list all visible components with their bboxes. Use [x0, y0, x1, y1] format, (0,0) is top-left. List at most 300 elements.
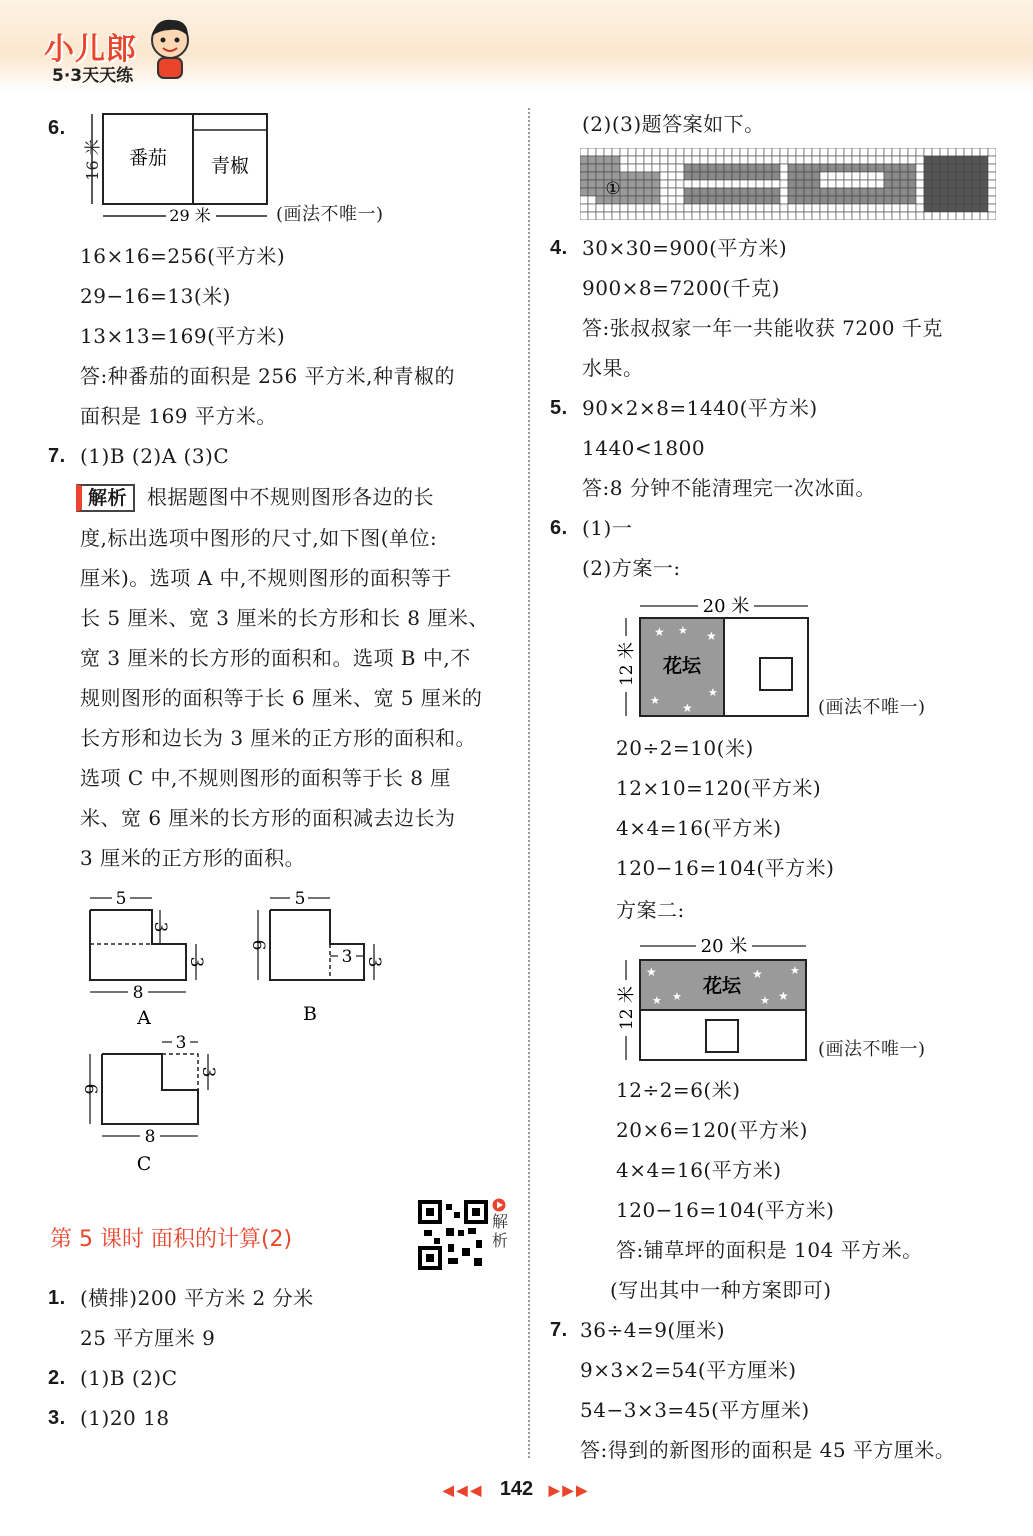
grid-cell	[980, 196, 988, 204]
grid-cell	[812, 204, 820, 212]
grid-cell	[860, 148, 868, 156]
grid-cell	[844, 148, 852, 156]
grid-cell	[804, 180, 812, 188]
grid-cell	[868, 180, 876, 188]
grid-cell	[692, 164, 700, 172]
svg-text:★: ★	[678, 624, 688, 637]
grid-cell	[796, 204, 804, 212]
grid-cell	[828, 204, 836, 212]
grid-cell	[716, 188, 724, 196]
grid-cell	[652, 148, 660, 156]
grid-cell	[764, 212, 772, 220]
r-q5-line-2: 1440<1800	[582, 436, 706, 460]
grid-cell	[708, 196, 716, 204]
q6-number: 6.	[48, 117, 66, 139]
plan1-height: 12 米	[617, 641, 637, 687]
q6-figure	[78, 108, 278, 228]
grid-cell	[684, 196, 692, 204]
grid-cell	[652, 196, 660, 204]
grid-cell	[620, 188, 628, 196]
grid-cell	[684, 204, 692, 212]
grid-cell	[580, 180, 588, 188]
grid-cell	[948, 204, 956, 212]
grid-cell	[676, 196, 684, 204]
figure-a	[80, 886, 220, 1036]
grid-cell	[620, 180, 628, 188]
grid-cell	[716, 180, 724, 188]
q7-analysis-line: 度,标出选项中图形的尺寸,如下图(单位:	[80, 526, 438, 550]
figC-left: 6	[80, 1083, 100, 1095]
grid-cell	[844, 188, 852, 196]
q7-analysis-line: 米、宽 6 厘米的长方形的面积减去边长为	[80, 806, 456, 830]
svg-text:★: ★	[682, 701, 693, 715]
grid-cell	[844, 156, 852, 164]
grid-cell	[892, 196, 900, 204]
grid-cell	[972, 164, 980, 172]
grid-cell	[676, 204, 684, 212]
grid-cell	[628, 172, 636, 180]
grid-cell	[724, 180, 732, 188]
grid-cell	[884, 172, 892, 180]
grid-cell	[788, 204, 796, 212]
grid-cell	[924, 196, 932, 204]
grid-cell	[620, 172, 628, 180]
grid-cell	[812, 188, 820, 196]
grid-cell	[724, 172, 732, 180]
grid-cell	[900, 164, 908, 172]
lesson-q1-number: 1.	[48, 1287, 66, 1309]
grid-cell	[796, 196, 804, 204]
grid-cell	[756, 156, 764, 164]
grid-cell	[716, 204, 724, 212]
grid-cell	[932, 156, 940, 164]
grid-cell	[588, 196, 596, 204]
grid-cell	[652, 204, 660, 212]
grid-cell	[956, 188, 964, 196]
grid-cell	[724, 148, 732, 156]
grid-cell	[780, 196, 788, 204]
q7-answer: (1)B (2)A (3)C	[80, 444, 230, 468]
grid-cell	[708, 212, 716, 220]
grid-cell	[924, 164, 932, 172]
grid-cell	[652, 180, 660, 188]
r-q7-line-1: 36÷4=9(厘米)	[580, 1318, 726, 1342]
grid-cell	[620, 204, 628, 212]
grid-cell	[580, 156, 588, 164]
grid-cell	[732, 164, 740, 172]
grid-cell	[748, 164, 756, 172]
grid-cell	[684, 172, 692, 180]
next-arrows-icon: ▶▶▶	[548, 1482, 591, 1498]
grid-cell	[932, 188, 940, 196]
grid-cell	[684, 180, 692, 188]
grid-cell	[868, 204, 876, 212]
grid-cell	[924, 156, 932, 164]
figA-right-bottom: 3	[186, 956, 206, 968]
grid-cell	[620, 212, 628, 220]
r-q5-number: 5.	[550, 397, 568, 419]
grid-cell	[772, 188, 780, 196]
grid-cell	[852, 180, 860, 188]
grid-cell	[700, 180, 708, 188]
grid-cell	[796, 212, 804, 220]
grid-cell	[884, 204, 892, 212]
grid-cell	[940, 148, 948, 156]
grid-cell	[716, 196, 724, 204]
grid-cell	[748, 212, 756, 220]
grid-cell	[820, 164, 828, 172]
grid-cell	[644, 172, 652, 180]
grid-cell	[740, 204, 748, 212]
q6-note: (画法不唯一)	[276, 204, 384, 225]
grid-cell	[868, 196, 876, 204]
grid-cell	[908, 212, 916, 220]
grid-cell	[916, 204, 924, 212]
grid-cell	[956, 172, 964, 180]
grid-cell	[884, 156, 892, 164]
grid-cell	[980, 212, 988, 220]
grid-cell	[612, 148, 620, 156]
grid-cell	[924, 148, 932, 156]
grid-cell	[716, 172, 724, 180]
grid-label: ①	[605, 179, 621, 199]
grid-cell	[892, 148, 900, 156]
grid-cell	[756, 180, 764, 188]
grid-cell	[876, 164, 884, 172]
grid-cell	[820, 156, 828, 164]
grid-cell	[932, 204, 940, 212]
figA-bottom: 8	[132, 983, 144, 1003]
page-footer	[0, 1478, 1033, 1501]
grid-cell	[660, 172, 668, 180]
grid-cell	[604, 204, 612, 212]
grid-cell	[868, 164, 876, 172]
grid-cell	[732, 156, 740, 164]
grid-cell	[908, 148, 916, 156]
grid-cell	[884, 212, 892, 220]
grid-cell	[780, 156, 788, 164]
grid-cell	[812, 212, 820, 220]
grid-cell	[796, 180, 804, 188]
grid-cell	[756, 188, 764, 196]
grid-cell	[628, 148, 636, 156]
grid-cell	[652, 164, 660, 172]
grid-cell	[732, 212, 740, 220]
grid-cell	[956, 164, 964, 172]
plan1-flowerbed-label: 花坛	[662, 655, 702, 677]
grid-cell	[804, 156, 812, 164]
grid-cell	[868, 148, 876, 156]
grid-cell	[756, 212, 764, 220]
grid-cell	[588, 172, 596, 180]
grid-cell	[604, 156, 612, 164]
plan1-width: 20 米	[702, 596, 750, 617]
grid-cell	[956, 196, 964, 204]
grid-cell	[636, 172, 644, 180]
grid-cell	[980, 164, 988, 172]
grid-cell	[580, 172, 588, 180]
grid-cell	[668, 204, 676, 212]
r-q6-number: 6.	[550, 517, 568, 539]
grid-cell	[812, 180, 820, 188]
grid-cell	[700, 156, 708, 164]
r-q6-plan2-title: 方案二:	[616, 898, 685, 922]
plan1-note: (画法不唯一)	[818, 697, 926, 718]
lesson-title: 第 5 课时 面积的计算(2)	[50, 1227, 293, 1252]
grid-cell	[932, 212, 940, 220]
grid-cell	[788, 196, 796, 204]
grid-cell	[676, 172, 684, 180]
grid-cell	[980, 188, 988, 196]
plan2-figure	[610, 934, 820, 1068]
grid-cell	[924, 180, 932, 188]
grid-cell	[932, 196, 940, 204]
q7-analysis-line: 选项 C 中,不规则图形的面积等于长 8 厘	[80, 766, 451, 790]
grid-answer-figure	[580, 148, 996, 220]
grid-cell	[644, 180, 652, 188]
grid-cell	[716, 212, 724, 220]
grid-cell	[684, 188, 692, 196]
grid-cell	[988, 172, 996, 180]
grid-cell	[988, 204, 996, 212]
grid-cell	[700, 172, 708, 180]
grid-cell	[620, 196, 628, 204]
grid-cell	[988, 156, 996, 164]
q6-line-3: 13×13=169(平方米)	[80, 324, 286, 348]
grid-cell	[836, 172, 844, 180]
grid-cell	[684, 164, 692, 172]
grid-cell	[628, 204, 636, 212]
lesson-q3-answer: (1)20 18	[80, 1406, 170, 1430]
grid-cell	[964, 204, 972, 212]
grid-cell	[612, 204, 620, 212]
grid-cell	[708, 204, 716, 212]
grid-cell	[644, 196, 652, 204]
grid-cell	[812, 156, 820, 164]
grid-cell	[860, 188, 868, 196]
brand-logo: 小儿郎	[44, 32, 137, 67]
r-q5-line-3: 答:8 分钟不能清理完一次冰面。	[582, 476, 876, 500]
grid-cell	[884, 180, 892, 188]
r-q7-line-4: 答:得到的新图形的面积是 45 平方厘米。	[580, 1438, 956, 1462]
plan2-line-2: 20×6=120(平方米)	[616, 1118, 808, 1142]
grid-cell	[892, 172, 900, 180]
grid-cell	[964, 188, 972, 196]
r-q6-part1: (1)一	[582, 516, 633, 540]
grid-cell	[988, 148, 996, 156]
grid-cell	[868, 156, 876, 164]
grid-cell	[620, 164, 628, 172]
svg-text:★: ★	[752, 967, 763, 981]
grid-cell	[924, 188, 932, 196]
plan1-line-3: 4×4=16(平方米)	[616, 816, 782, 840]
grid-cell	[820, 172, 828, 180]
grid-cell	[852, 196, 860, 204]
grid-cell	[980, 180, 988, 188]
grid-cell	[716, 164, 724, 172]
grid-cell	[844, 164, 852, 172]
grid-cell	[676, 156, 684, 164]
plan2-answer: 答:铺草坪的面积是 104 平方米。	[616, 1238, 923, 1262]
grid-cell	[916, 172, 924, 180]
grid-cell	[972, 172, 980, 180]
grid-cell	[708, 188, 716, 196]
grid-cell	[668, 172, 676, 180]
grid-cell	[844, 212, 852, 220]
q7-analysis-line: 宽 3 厘米的长方形的面积和。选项 B 中,不	[80, 646, 471, 670]
grid-cell	[796, 188, 804, 196]
grid-cell	[772, 156, 780, 164]
r-q4-line-4: 水果。	[582, 356, 644, 380]
grid-cell	[852, 156, 860, 164]
q6-line-5: 面积是 169 平方米。	[80, 404, 277, 428]
lesson-q1-line-2: 25 平方厘米 9	[80, 1326, 216, 1350]
grid-cell	[684, 212, 692, 220]
plan2-line-4: 120−16=104(平方米)	[616, 1198, 835, 1222]
grid-cell	[956, 156, 964, 164]
grid-cell	[636, 196, 644, 204]
grid-cell	[820, 180, 828, 188]
grid-cell	[908, 196, 916, 204]
grid-cell	[828, 188, 836, 196]
grid-cell	[948, 188, 956, 196]
grid-cell	[836, 148, 844, 156]
grid-cell	[780, 188, 788, 196]
grid-cell	[916, 180, 924, 188]
grid-cell	[692, 172, 700, 180]
grid-cell	[692, 212, 700, 220]
plan2-note: (画法不唯一)	[818, 1039, 926, 1060]
grid-cell	[892, 188, 900, 196]
grid-cell	[764, 196, 772, 204]
figB-inner: 3	[341, 947, 353, 967]
grid-cell	[724, 188, 732, 196]
grid-cell	[596, 148, 604, 156]
r-q7-number: 7.	[550, 1319, 568, 1341]
grid-cell	[876, 148, 884, 156]
grid-cell	[748, 204, 756, 212]
grid-cell	[580, 196, 588, 204]
grid-cell	[876, 180, 884, 188]
grid-cell	[620, 148, 628, 156]
grid-cell	[636, 148, 644, 156]
grid-cell	[596, 212, 604, 220]
grid-cell	[708, 180, 716, 188]
grid-cell	[828, 156, 836, 164]
grid-cell	[724, 156, 732, 164]
qr-code-icon[interactable]	[418, 1200, 488, 1270]
grid-cell	[604, 164, 612, 172]
grid-cell	[788, 148, 796, 156]
grid-cell	[740, 196, 748, 204]
grid-cell	[908, 164, 916, 172]
q6-line-4: 答:种番茄的面积是 256 平方米,种青椒的	[80, 364, 455, 388]
svg-text:★: ★	[790, 964, 800, 977]
lesson-q1-line-1: (横排)200 平方米 2 分米	[80, 1286, 314, 1310]
grid-cell	[892, 156, 900, 164]
figB-left: 6	[248, 939, 268, 951]
grid-cell	[948, 196, 956, 204]
plan2-line-1: 12÷2=6(米)	[616, 1078, 741, 1102]
grid-cell	[644, 204, 652, 212]
grid-cell	[852, 148, 860, 156]
grid-cell	[964, 212, 972, 220]
grid-cell	[908, 180, 916, 188]
grid-cell	[860, 172, 868, 180]
svg-text:★: ★	[778, 989, 789, 1003]
q6-label-tomato: 番茄	[128, 147, 168, 169]
grid-cell	[660, 196, 668, 204]
grid-cell	[636, 156, 644, 164]
grid-cell	[596, 156, 604, 164]
grid-cell	[892, 212, 900, 220]
grid-cell	[636, 180, 644, 188]
grid-cell	[964, 148, 972, 156]
grid-cell	[748, 148, 756, 156]
grid-cell	[612, 156, 620, 164]
grid-cell	[644, 164, 652, 172]
grid-cell	[756, 172, 764, 180]
grid-cell	[804, 188, 812, 196]
grid-cell	[900, 196, 908, 204]
grid-cell	[868, 172, 876, 180]
grid-cell	[780, 172, 788, 180]
grid-cell	[756, 164, 764, 172]
grid-cell	[820, 204, 828, 212]
grid-cell	[868, 212, 876, 220]
plan2-flowerbed-label: 花坛	[702, 975, 742, 997]
grid-cell	[668, 180, 676, 188]
analysis-tag: 解析	[76, 484, 135, 512]
grid-cell	[660, 180, 668, 188]
grid-cell	[892, 164, 900, 172]
grid-cell	[940, 188, 948, 196]
grid-cell	[796, 164, 804, 172]
grid-cell	[748, 196, 756, 204]
grid-cell	[788, 156, 796, 164]
grid-cell	[972, 148, 980, 156]
svg-text:★: ★	[650, 694, 660, 707]
grid-cell	[740, 188, 748, 196]
grid-cell	[948, 180, 956, 188]
grid-cell	[836, 180, 844, 188]
grid-cell	[900, 148, 908, 156]
grid-cell	[644, 156, 652, 164]
figC-label: C	[136, 1153, 152, 1175]
grid-cell	[628, 164, 636, 172]
grid-cell	[836, 156, 844, 164]
grid-cell	[908, 204, 916, 212]
grid-cell	[908, 188, 916, 196]
q6-line-2: 29−16=13(米)	[80, 284, 231, 308]
grid-cell	[932, 148, 940, 156]
grid-cell	[628, 196, 636, 204]
grid-cell	[604, 148, 612, 156]
plan2-line-3: 4×4=16(平方米)	[616, 1158, 782, 1182]
r-q7-line-2: 9×3×2=54(平方厘米)	[580, 1358, 797, 1382]
grid-cell	[748, 156, 756, 164]
grid-cell	[788, 180, 796, 188]
grid-cell	[596, 180, 604, 188]
grid-cell	[764, 204, 772, 212]
grid-cell	[812, 148, 820, 156]
grid-cell	[980, 204, 988, 212]
grid-cell	[964, 156, 972, 164]
r-q4-number: 4.	[550, 237, 568, 259]
grid-cell	[804, 172, 812, 180]
grid-cell	[956, 148, 964, 156]
grid-cell	[884, 164, 892, 172]
